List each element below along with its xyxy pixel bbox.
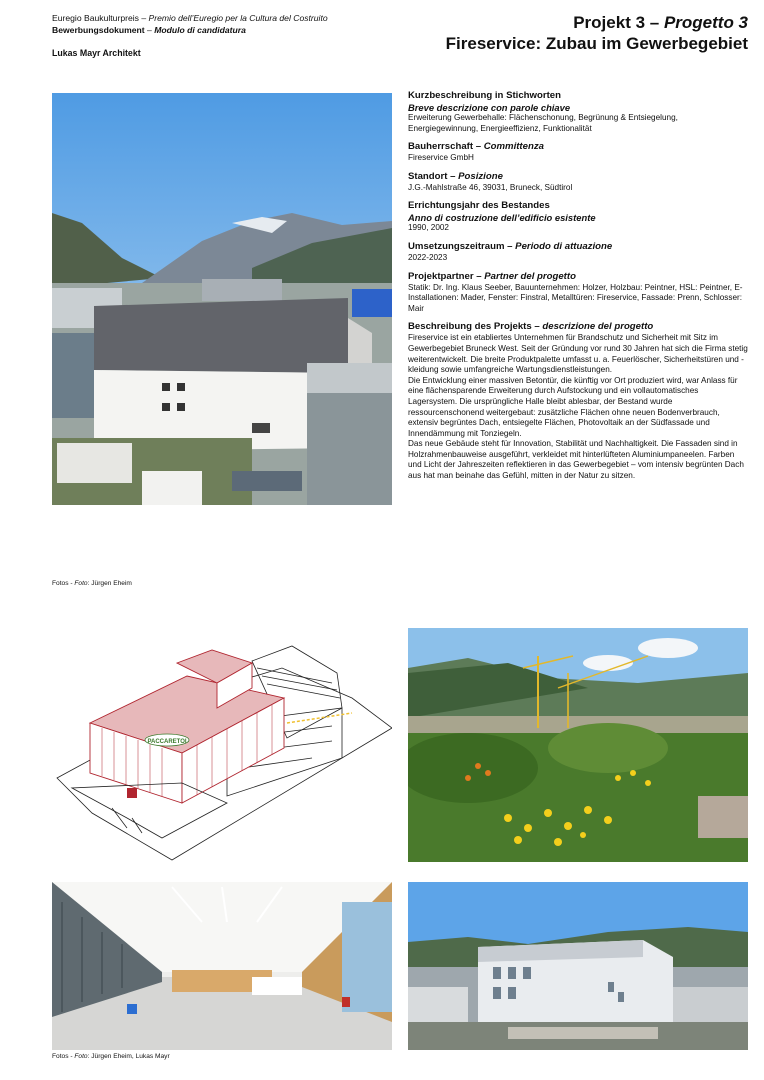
- partners-section: [408, 271, 748, 315]
- keywords-title-it: Breve descrizione con parole chiave: [408, 102, 571, 113]
- client-section: [408, 141, 748, 164]
- description-title: Beschreibung des Projekts – descrizione del progetto: [408, 321, 654, 333]
- drawing-roof-sign: PACCARETOI: [147, 739, 187, 745]
- header-line-2: Bewerbungsdokument – Modulo di candidatura: [52, 24, 246, 35]
- project-description-column: [408, 90, 748, 489]
- period-text: 2022-2023: [408, 252, 448, 262]
- exterior-building-photo: [408, 882, 748, 1050]
- project-title: Fireservice: Zubau im Gewerbegebiet: [445, 34, 748, 53]
- location-text: J.G.-Mahlstraße 46, 39031, Bruneck, Südtirol: [408, 182, 573, 192]
- year-section: [408, 200, 748, 234]
- project-number: Projekt 3 – Progetto 3: [573, 13, 748, 32]
- axonometric-drawing: [52, 628, 392, 862]
- partners-title: Projektpartner – Partner del progetto: [408, 270, 576, 282]
- client-title: Bauherrschaft – Committenza: [408, 141, 544, 153]
- photo-credit-top: Fotos - Foto: Jürgen Eheim: [52, 580, 132, 587]
- photo-credit-bottom: Fotos - Foto: Jürgen Eheim, Lukas Mayr: [52, 1053, 170, 1060]
- green-roof-photo: [408, 628, 748, 862]
- period-section: [408, 241, 748, 264]
- client-text: Fireservice GmbH: [408, 153, 474, 163]
- partners-text: Statik: Dr. Ing. Klaus Seeber, Bauunternehmen: Holzer, Holzbau: Peintner, HSL: Peintner, E-Installationen: Mader, Fenster: Finstral, Metalltüren: Fireservice, Fassade: Prenn, Schlosser: Mair: [408, 282, 743, 313]
- header-line-1: Euregio Baukulturpreis – Premio dell’Euregio per la Cultura del Costruito: [52, 13, 328, 23]
- year-text: 1990, 2002: [408, 223, 449, 233]
- location-section: [408, 171, 748, 194]
- architect-name: Lukas Mayr Architekt: [52, 48, 141, 58]
- document-header: [52, 13, 328, 60]
- year-title: Errichtungsjahr des Bestandes: [408, 200, 550, 212]
- project-heading: [446, 12, 748, 54]
- keywords-text: Erweiterung Gewerbehalle: Flächenschonung, Begrünung & Entsiegelung, Energiegewinnung, Energieeffizienz, Funktionalität: [408, 113, 678, 133]
- period-title: Umsetzungszeitraum – Periodo di attuazione: [408, 240, 613, 252]
- description-para-2: Die Entwicklung einer massiven Betontür, die künftig vor Ort produziert wird, war Anlass für eine flächensparende Erweiterung durch Aufstockung und ein vollautomatisches Lagersystem. Die ursprüngliche Halle bleibt ablesbar, der Bestand wurde ressourcenschonend weitergebaut: zusätzliche Flächen ohne neuen Bodenverbrauch, extensiv begrüntes Dach, entsiegelte Flächen, Photovoltaik an der Südfassade und Innendämmung mit Tonziegeln.: [408, 375, 738, 438]
- keywords-section: [408, 90, 748, 134]
- description-section: [408, 321, 748, 481]
- description-para-1: Fireservice ist ein etabliertes Unternehmen für Brandschutz und Sicherheit mit Sitz im Gewerbegebiet Bruneck West. Seit der Gründung vor rund 30 Jahren hat sich die Firma stetig weiterentwickelt. Die breite Produktpalette umfasst u. a. Feuerlöscher, Sicherheitstüren und -kleidung sowie umfangreiche Wartungsdienstleistungen.: [408, 333, 748, 375]
- location-title: Standort – Posizione: [408, 170, 503, 182]
- interior-hall-photo: [52, 882, 392, 1050]
- year-title-it: Anno di costruzione dell’edificio esistente: [408, 212, 596, 224]
- main-building-photo: [52, 93, 392, 505]
- keywords-title: Kurzbeschreibung in Stichworten: [408, 90, 561, 101]
- description-para-3: Das neue Gebäude steht für Innovation, Stabilität und Nachhaltigkeit. Die Fassaden sind in Holzrahmenbauweise ausgeführt, verkleidet mit hinterlüfteten Aluminiumpaneelen. Farben und Licht der Jahreszeiten reflektieren in das Gewerbegebiet – vom intensiv begrünten Dach aus hat man beinahe das Gefühl, mitten in der Natur zu sitzen.: [408, 439, 744, 481]
